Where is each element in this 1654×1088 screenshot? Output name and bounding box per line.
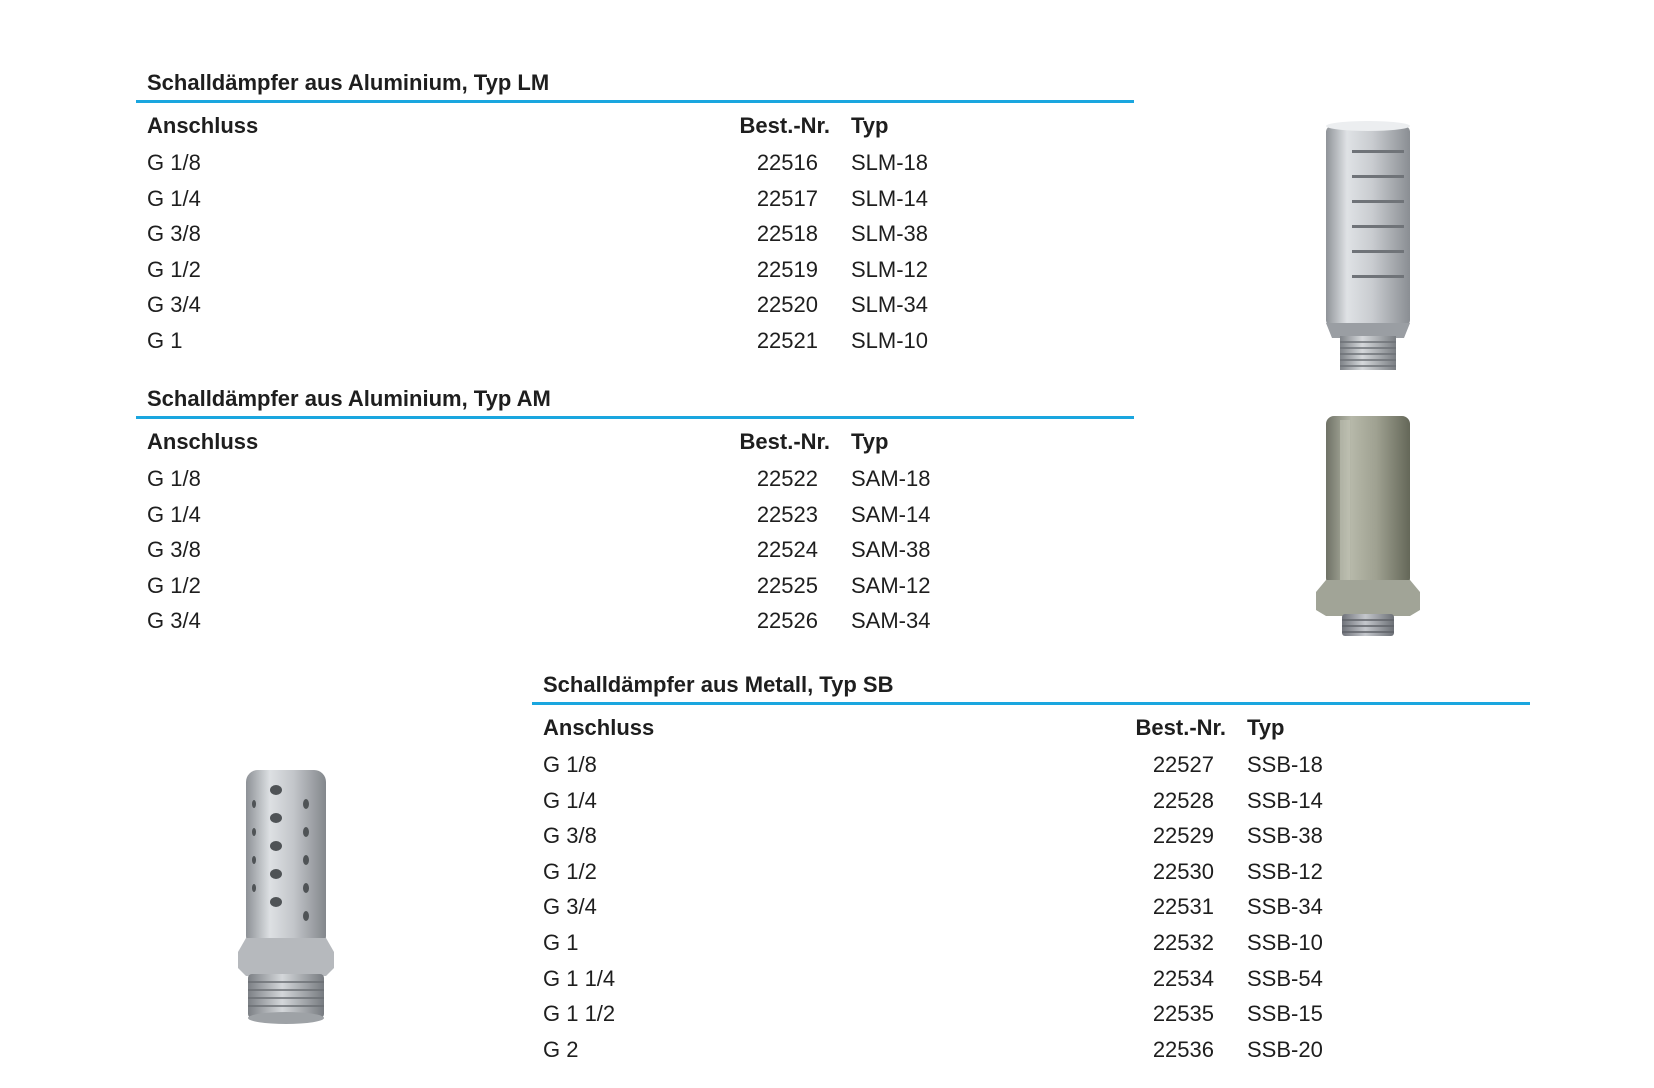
cell-connection: G 3/8 xyxy=(147,221,201,247)
cell-type: SAM-18 xyxy=(851,466,931,491)
section-lm xyxy=(136,66,1134,359)
cell-order-no: 22534 xyxy=(1152,965,1214,991)
table-row xyxy=(532,925,1530,961)
cell-type: SLM-14 xyxy=(851,185,929,211)
cell-type: SSB-18 xyxy=(1247,752,1323,777)
cell-type: SLM-34 xyxy=(851,292,929,318)
header-type: Typ xyxy=(851,113,889,138)
table-row xyxy=(136,323,1134,359)
header-type: Typ xyxy=(1247,715,1285,740)
cell-order-no: 22531 xyxy=(1152,894,1214,920)
cell-order-no: 22524 xyxy=(756,537,818,563)
header-order-no: Best.-Nr. xyxy=(739,429,830,454)
cell-connection: G 1/8 xyxy=(147,150,201,175)
cell-type: SLM-38 xyxy=(851,221,929,247)
section-am xyxy=(136,382,1134,639)
header-connection: Anschluss xyxy=(147,429,259,454)
section-divider xyxy=(532,702,1530,705)
cell-type: SSB-12 xyxy=(1247,858,1323,884)
table-row xyxy=(136,461,1134,497)
section-divider xyxy=(136,100,1134,103)
table-row xyxy=(532,747,1530,783)
section-title: Schalldämpfer aus Metall, Typ SB xyxy=(543,672,894,697)
cell-connection: G 1/4 xyxy=(147,185,201,211)
table-row xyxy=(532,854,1530,890)
table-row xyxy=(136,287,1134,323)
cell-connection: G 1 xyxy=(543,929,579,955)
cell-order-no: 22521 xyxy=(756,327,818,353)
section-title: Schalldämpfer aus Aluminium, Typ AM xyxy=(147,386,551,411)
cell-order-no: 22530 xyxy=(1152,858,1214,884)
section-sb xyxy=(532,668,1530,1067)
table-header xyxy=(532,709,1530,747)
cell-connection: G 1 1/2 xyxy=(543,1001,616,1027)
table-row xyxy=(532,783,1530,819)
cell-order-no: 22536 xyxy=(1152,1036,1214,1062)
cell-type: SSB-15 xyxy=(1247,1001,1323,1027)
section-divider xyxy=(136,416,1134,419)
cell-connection: G 3/8 xyxy=(147,537,201,563)
cell-order-no: 22529 xyxy=(1152,823,1214,849)
cell-type: SLM-10 xyxy=(851,327,929,353)
cell-type: SAM-12 xyxy=(851,572,931,598)
section-title: Schalldämpfer aus Aluminium, Typ LM xyxy=(147,70,550,95)
table-row xyxy=(532,818,1530,854)
perforated-metal-silencer-icon xyxy=(230,762,342,1030)
header-order-no: Best.-Nr. xyxy=(739,113,830,138)
header-order-no: Best.-Nr. xyxy=(1135,715,1226,740)
slotted-aluminium-silencer-icon xyxy=(1318,118,1418,374)
header-connection: Anschluss xyxy=(147,113,259,138)
cell-connection: G 1 xyxy=(147,327,183,353)
table-row xyxy=(136,252,1134,288)
cell-connection: G 2 xyxy=(543,1036,579,1062)
cell-connection: G 3/4 xyxy=(147,292,201,318)
cell-order-no: 22517 xyxy=(756,185,818,211)
header-type: Typ xyxy=(851,429,889,454)
cell-connection: G 1/4 xyxy=(147,501,201,527)
cell-connection: G 1/8 xyxy=(147,466,201,491)
cell-order-no: 22528 xyxy=(1152,787,1214,813)
cell-type: SSB-34 xyxy=(1247,894,1323,920)
cell-connection: G 1 1/4 xyxy=(543,965,616,991)
cell-type: SSB-54 xyxy=(1247,965,1323,991)
header-connection: Anschluss xyxy=(543,715,655,740)
cell-connection: G 1/2 xyxy=(543,858,597,884)
cell-order-no: 22519 xyxy=(756,256,818,282)
table-row xyxy=(532,889,1530,925)
cell-connection: G 3/8 xyxy=(543,823,597,849)
cell-order-no: 22523 xyxy=(756,501,818,527)
cell-type: SSB-20 xyxy=(1247,1036,1323,1062)
hex-aluminium-silencer-icon xyxy=(1312,410,1424,638)
table-row xyxy=(136,568,1134,604)
table-row xyxy=(136,497,1134,533)
cell-order-no: 22522 xyxy=(756,466,818,491)
table-row xyxy=(136,216,1134,252)
cell-order-no: 22518 xyxy=(756,221,818,247)
cell-order-no: 22527 xyxy=(1152,752,1214,777)
table-row xyxy=(136,603,1134,639)
cell-type: SSB-14 xyxy=(1247,787,1323,813)
cell-connection: G 1/2 xyxy=(147,572,201,598)
cell-connection: G 1/4 xyxy=(543,787,597,813)
cell-type: SAM-38 xyxy=(851,537,931,563)
cell-order-no: 22525 xyxy=(756,572,818,598)
cell-order-no: 22535 xyxy=(1152,1001,1214,1027)
table-row xyxy=(136,145,1134,181)
table-row xyxy=(136,532,1134,568)
cell-connection: G 1/8 xyxy=(543,752,597,777)
cell-type: SLM-18 xyxy=(851,150,929,175)
cell-connection: G 3/4 xyxy=(543,894,597,920)
cell-type: SSB-10 xyxy=(1247,929,1323,955)
table-row xyxy=(532,961,1530,997)
cell-type: SLM-12 xyxy=(851,256,929,282)
cell-order-no: 22532 xyxy=(1152,929,1214,955)
table-row xyxy=(532,996,1530,1032)
cell-type: SAM-14 xyxy=(851,501,931,527)
cell-type: SSB-38 xyxy=(1247,823,1323,849)
cell-order-no: 22516 xyxy=(756,150,818,175)
table-header xyxy=(136,107,1134,145)
table-row xyxy=(136,181,1134,217)
cell-connection: G 3/4 xyxy=(147,608,201,634)
cell-order-no: 22520 xyxy=(756,292,818,318)
cell-connection: G 1/2 xyxy=(147,256,201,282)
table-row xyxy=(532,1032,1530,1068)
cell-order-no: 22526 xyxy=(756,608,818,634)
table-header xyxy=(136,423,1134,461)
cell-type: SAM-34 xyxy=(851,608,931,634)
